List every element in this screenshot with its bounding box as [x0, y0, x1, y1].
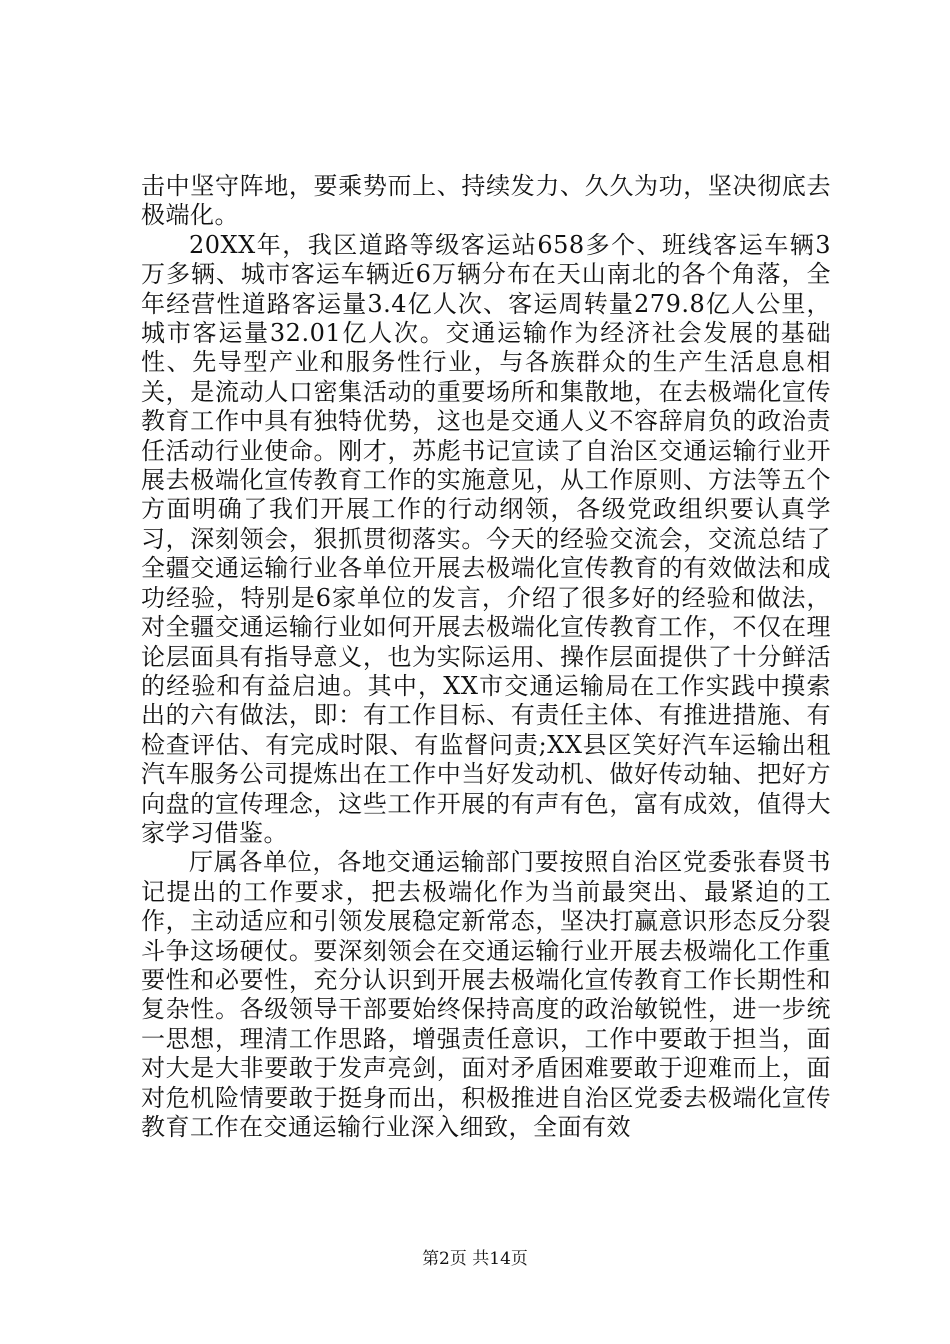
paragraph-continuation: 击中坚守阵地，要乘势而上、持续发力、久久为功，坚决彻底去极端化。: [141, 172, 831, 230]
paragraph-transport-statistics: 20XX年，我区道路等级客运站658多个、班线客运车辆3万多辆、城市客运车辆近6万辆分布在天山南北的各个角落，全年经营性道路客运量3.4亿人次、客运周转量279.8亿人公里，城市客运量32.01亿人次。交通运输作为经济社会发展的基础性、先导型产业和服务性行业，与各族群众的生产生活息息相关，是流动人口密集活动的重要场所和集散地，在去极端化宣传教育工作中具有独特优势，这也是交通人义不容辞肩负的政治责任活动行业使命。刚才，苏彪书记宣读了自治区交通运输行业开展去极端化宣传教育工作的实施意见，从工作原则、方法等五个方面明确了我们开展工作的行动纲领，各级党政组织要认真学习，深刻领会，狠抓贯彻落实。今天的经验交流会，交流总结了全疆交通运输行业各单位开展去极端化宣传教育的有效做法和成功经验，特别是6家单位的发言，介绍了很多好的经验和做法，对全疆交通运输行业如何开展去极端化宣传教育工作，不仅在理论层面具有指导意义，也为实际运用、操作层面提供了十分鲜活的经验和有益启迪。其中，XX市交通运输局在工作实践中摸索出的六有做法，即：有工作目标、有责任主体、有推进措施、有检查评估、有完成时限、有监督问责;XX县区笑好汽车运输出租汽车服务公司提炼出在工作中当好发动机、做好传动轴、把好方向盘的宣传理念，这些工作开展的有声有色，富有成效，值得大家学习借鉴。: [141, 230, 831, 847]
paragraph-work-requirements: 厅属各单位，各地交通运输部门要按照自治区党委张春贤书记提出的工作要求，把去极端化作为当前最突出、最紧迫的工作，主动适应和引领发展稳定新常态，坚决打赢意识形态反分裂斗争这场硬仗。要深刻领会在交通运输行业开展去极端化工作重要性和必要性，充分认识到开展去极端化宣传教育工作长期性和复杂性。各级领导干部要始终保持高度的政治敏锐性，进一步统一思想，理清工作思路，增强责任意识，工作中要敢于担当，面对大是大非要敢于发声亮剑，面对矛盾困难要敢于迎难而上，面对危机险情要敢于挺身而出，积极推进自治区党委去极端化宣传教育工作在交通运输行业深入细致，全面有效: [141, 848, 831, 1141]
page-number-footer: 第2页 共14页: [422, 1249, 528, 1269]
document-body: [141, 172, 831, 1142]
